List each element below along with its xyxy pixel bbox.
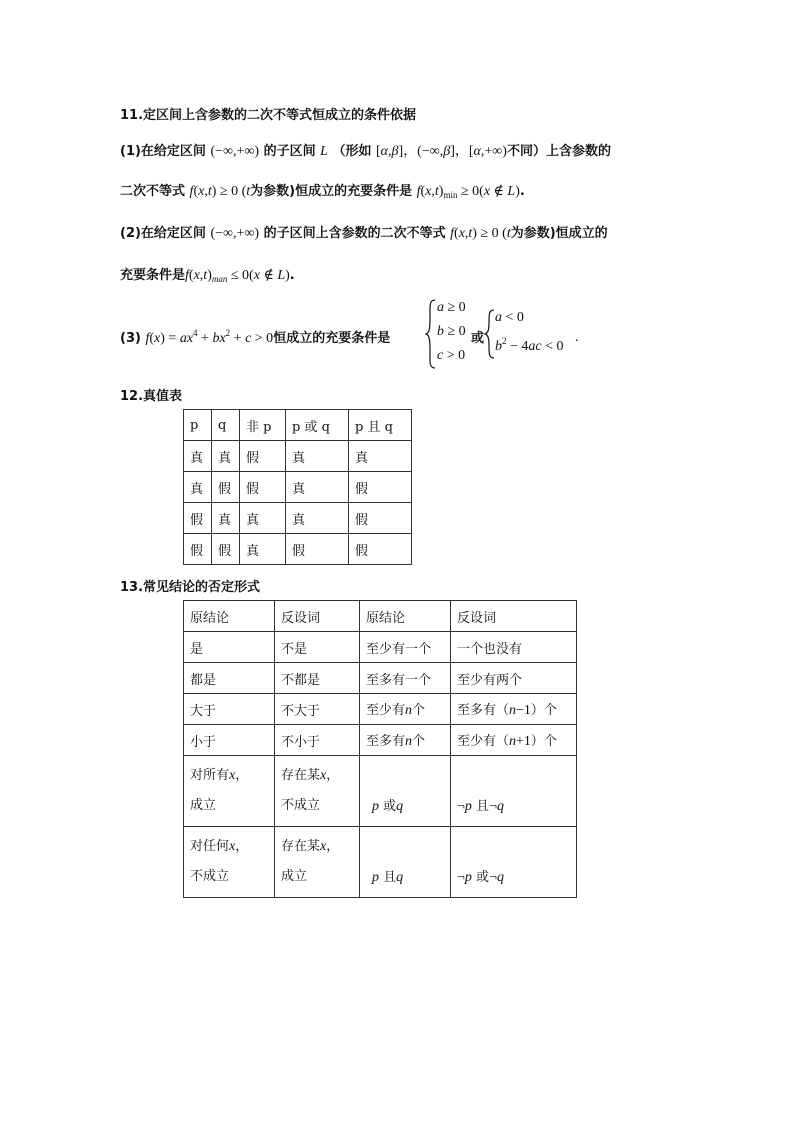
table-cell: 假 xyxy=(184,503,212,534)
math-intervals: [α,β]，(−∞,β]，[α,+∞) xyxy=(376,144,507,159)
cell-text: 对任何 xyxy=(190,839,230,854)
p3-text-b: 恒成立的充要条件是 xyxy=(273,331,391,346)
math-x: x xyxy=(320,768,327,783)
table-cell xyxy=(184,756,275,827)
table-cell: 假 xyxy=(349,534,412,565)
math-n-plus-1: n+1 xyxy=(509,734,531,749)
cell-text: ）个 xyxy=(530,703,557,718)
paragraph-3 xyxy=(120,327,390,347)
table-cell: 至少有两个 xyxy=(451,663,577,694)
math-q: q xyxy=(396,799,404,814)
table-cell: 原结论 xyxy=(184,601,275,632)
table-cell xyxy=(360,694,451,725)
section-13-title: 13.常见结论的否定形式 xyxy=(120,580,261,595)
cond-a-neg: a < 0 xyxy=(495,310,524,325)
cell-text: 至少有（ xyxy=(457,734,510,749)
table-cell xyxy=(451,725,577,756)
table-cell: 是 xyxy=(184,632,275,663)
p1-text-d: 不同）上含参数的 xyxy=(506,144,611,159)
table-cell: 至少有一个 xyxy=(360,632,451,663)
p2-text-b: 的子区间上含参数的二次不等式 xyxy=(263,226,446,241)
table-cell: p 或 q xyxy=(286,410,349,441)
table-cell xyxy=(451,694,577,725)
table-row xyxy=(184,441,412,472)
table-cell xyxy=(275,756,360,827)
math-not-q: ¬q xyxy=(489,870,504,885)
math-quartic-rest: $(x) = ax^4 + bx^2 + c > 0$ xyxy=(149,328,274,346)
table-row xyxy=(184,694,577,725)
table-cell xyxy=(360,725,451,756)
table-cell: 真 xyxy=(286,472,349,503)
math-q: q xyxy=(396,870,404,885)
cell-text: ， xyxy=(326,768,340,783)
p1-text-b: 的子区间 xyxy=(263,144,316,159)
table-row xyxy=(184,756,577,827)
paragraph-1-line-1 xyxy=(120,140,611,160)
cell-text: ）个 xyxy=(530,734,557,749)
cell-text: 不成立 xyxy=(190,869,230,884)
math-max-cond-rest: $(x,t)_{man} \le 0(x$ ∉ L) xyxy=(188,268,290,284)
or-text: 或 xyxy=(471,331,485,346)
table-cell: 假 xyxy=(240,441,286,472)
table-cell xyxy=(360,827,451,898)
cell-text: 个 xyxy=(412,734,426,749)
math-ineq: f xyxy=(189,184,194,199)
table-cell: 大于 xyxy=(184,694,275,725)
cell-text: 至多有（ xyxy=(457,703,510,718)
table-cell: 真 xyxy=(240,503,286,534)
math-x: x xyxy=(320,839,327,854)
math-interval: (−∞,+∞) xyxy=(210,144,260,159)
table-cell xyxy=(451,827,577,898)
p1-text-e: 二次不等式 xyxy=(120,184,186,199)
table-row xyxy=(184,827,577,898)
table-row xyxy=(184,601,577,632)
cell-text: 存在某 xyxy=(281,839,321,854)
table-cell: 都是 xyxy=(184,663,275,694)
math-L: L xyxy=(320,144,328,159)
math-ineq-2: f xyxy=(450,226,455,241)
cond-a: a ≥ 0 xyxy=(437,300,466,315)
math-x: x xyxy=(229,768,236,783)
math-max-cond: f xyxy=(185,268,189,283)
paragraph-1-line-2: 二次不等式 f(x,t) ≥ 0 (t为参数)恒成立的充要条件是 $f(x,t)_{min} \ge 0(x$ ∉ L). xyxy=(120,184,525,200)
cell-text: 或 xyxy=(476,870,490,885)
table-cell: 真 xyxy=(240,534,286,565)
table-row xyxy=(184,725,577,756)
table-cell: 真 xyxy=(184,472,212,503)
p2-text-d: 充要条件是 xyxy=(120,268,186,283)
table-cell: 非 p xyxy=(240,410,286,441)
table-cell: 不都是 xyxy=(275,663,360,694)
table-cell: 真 xyxy=(184,441,212,472)
p2-text-a: (2)在给定区间 xyxy=(120,226,206,241)
table-cell: 假 xyxy=(349,472,412,503)
table-cell: 假 xyxy=(240,472,286,503)
table-cell: 真 xyxy=(286,503,349,534)
table-cell: 假 xyxy=(184,534,212,565)
table-cell: 不是 xyxy=(275,632,360,663)
math-quartic: f xyxy=(145,331,150,346)
cond-discriminant: $b^2 - 4ac < 0$ xyxy=(495,336,564,354)
math-p: p xyxy=(372,870,379,885)
table-cell: 小于 xyxy=(184,725,275,756)
cond-c: c > 0 xyxy=(437,348,466,363)
cell-text: 成立 xyxy=(281,869,308,884)
table-row xyxy=(184,472,412,503)
truth-table xyxy=(183,409,412,565)
table-cell: 不大于 xyxy=(275,694,360,725)
section-12-title: 12.真值表 xyxy=(120,389,183,404)
table-cell xyxy=(451,756,577,827)
cell-text: ， xyxy=(235,768,249,783)
cell-text: ， xyxy=(326,839,340,854)
p2-text-c: 为参数)恒成立的 xyxy=(510,226,608,241)
cell-text: 个 xyxy=(412,703,426,718)
cell-text: 存在某 xyxy=(281,768,321,783)
math-min-cond-rest: $(x,t)_{min} \ge 0(x$ ∉ L) xyxy=(420,184,520,200)
cell-text: 且 xyxy=(476,799,490,814)
math-ineq-2-rest: (x,t) ≥ 0 (t xyxy=(454,226,511,241)
condition-system-2 xyxy=(484,308,584,360)
table-row xyxy=(184,632,577,663)
table-cell: 至多有一个 xyxy=(360,663,451,694)
table-row xyxy=(184,410,412,441)
table-cell: q xyxy=(212,410,240,441)
table-cell: 假 xyxy=(349,503,412,534)
period: . xyxy=(575,330,579,345)
paragraph-2-line-1 xyxy=(120,222,608,242)
p1-text-f: 为参数)恒成立的充要条件是 xyxy=(250,184,413,199)
table-row xyxy=(184,534,412,565)
cell-text: 至少有 xyxy=(366,703,406,718)
table-cell xyxy=(275,827,360,898)
cell-text: 且 xyxy=(383,870,397,885)
math-min-cond: f xyxy=(416,184,421,199)
table-cell: 真 xyxy=(349,441,412,472)
table-cell: 反设词 xyxy=(451,601,577,632)
table-cell: 真 xyxy=(212,503,240,534)
section-11-title: 11.定区间上含参数的二次不等式恒成立的条件依据 xyxy=(120,108,417,123)
table-cell: 原结论 xyxy=(360,601,451,632)
math-not-p: ¬p xyxy=(457,870,472,885)
math-ineq-rest: (x,t) ≥ 0 (t xyxy=(193,184,251,199)
condition-system-1 xyxy=(425,298,465,370)
math-n: n xyxy=(405,734,413,749)
cell-text: 对所有 xyxy=(190,768,230,783)
math-interval-2: (−∞,+∞) xyxy=(210,226,260,241)
left-brace-icon xyxy=(425,298,437,370)
table-cell: 真 xyxy=(286,441,349,472)
table-cell: 假 xyxy=(212,534,240,565)
cell-text: 或 xyxy=(383,799,397,814)
table-row xyxy=(184,503,412,534)
table-cell: p xyxy=(184,410,212,441)
cell-text: ， xyxy=(235,839,249,854)
table-cell: 一个也没有 xyxy=(451,632,577,663)
paragraph-2-line-2: 充要条件是$f(x,t)_{man} \le 0(x$ ∉ L). xyxy=(120,268,295,284)
math-n: n xyxy=(405,703,413,718)
p1-text-a: (1)在给定区间 xyxy=(120,144,206,159)
math-not-q: ¬q xyxy=(489,799,504,814)
math-p: p xyxy=(372,799,379,814)
p3-text-a: (3) xyxy=(120,331,141,346)
cell-text: 不成立 xyxy=(281,798,321,813)
p1-text-c: （形如 xyxy=(332,144,372,159)
table-cell: 不小于 xyxy=(275,725,360,756)
table-row xyxy=(184,663,577,694)
math-n-minus-1: n−1 xyxy=(509,703,531,718)
table-cell: 真 xyxy=(212,441,240,472)
cell-text: 成立 xyxy=(190,798,217,813)
table-cell xyxy=(360,756,451,827)
table-cell: 假 xyxy=(286,534,349,565)
table-cell xyxy=(184,827,275,898)
table-cell: 假 xyxy=(212,472,240,503)
negation-table xyxy=(183,600,577,898)
cell-text: 至多有 xyxy=(366,734,406,749)
math-not-p: ¬p xyxy=(457,799,472,814)
table-cell: 反设词 xyxy=(275,601,360,632)
math-x: x xyxy=(229,839,236,854)
cond-b: b ≥ 0 xyxy=(437,324,466,339)
table-cell: p 且 q xyxy=(349,410,412,441)
